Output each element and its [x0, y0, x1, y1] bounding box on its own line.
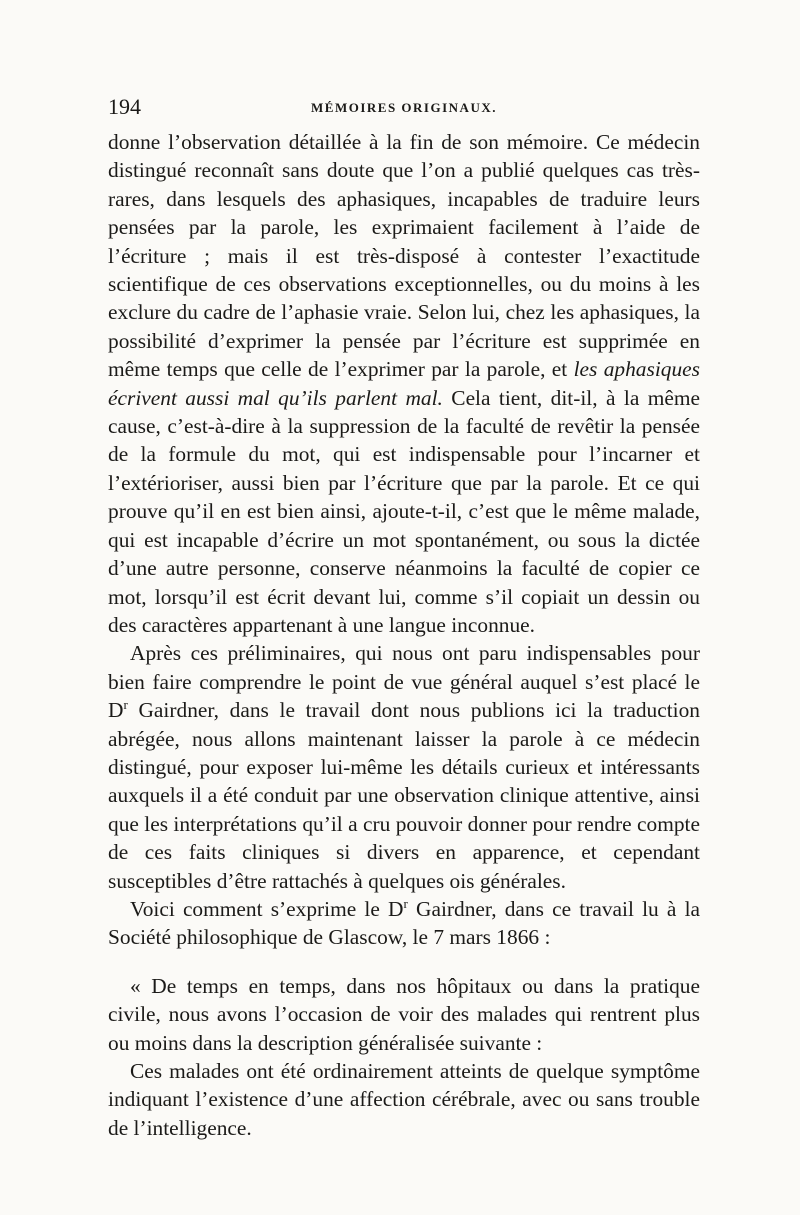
superscript-r: r [123, 697, 128, 712]
paragraph-1 [108, 128, 700, 639]
paragraph-3 [108, 895, 700, 952]
page-body [108, 128, 700, 1142]
paragraph-5: Ces malades ont été ordinairement atteints de quelque symptôme indiquant l’existence d’une affection cérébrale, avec ou sans trouble de l’intelligence. [108, 1059, 700, 1140]
paragraph-1-text-a: donne l’observation détaillée à la fin de son mémoire. Ce médecin distingué reconnaît sans doute que l’on a publié quelques cas très-rares, dans lesquels des aphasiques, incapables de traduire leurs pensées par la parole, les exprimaient facilement à l’aide de l’écriture ; mais il est très-disposé à contester l’exactitude scientifique de ces observations exceptionnelles, ou du moins à les exclure du cadre de l’aphasie vraie. Selon lui, chez les aphasiques, la possibilité d’exprimer la pensée par l’écriture est supprimée en même temps que celle de l’exprimer par la parole, et [108, 130, 700, 382]
italic-quote: les aphasiques écrivent aussi mal qu’ils parlent mal. [108, 357, 700, 410]
paragraph-2-text-b: Gairdner, dans le travail dont nous publions ici la traduction abrégée, nous allons maintenant laisser la parole à ce médecin distingué, pour exposer lui-même les détails curieux et intéressants auxquels il a été conduit par une observation clinique attentive, ainsi que les interprétations qu’il a cru pouvoir donner pour rendre compte de ces faits cliniques si divers en apparence, et cependant susceptibles d’être rattachés à quelques ois générales. [108, 698, 700, 893]
paragraph-gap [108, 952, 700, 972]
paragraph-1-text-b: Cela tient, dit-il, à la même cause, c’est-à-dire à la suppression de la faculté de revêtir la pensée de la formule du mot, qui est indispensable pour l’incarner et l’extérioriser, aussi bien par l’écriture que par la parole. Et ce qui prouve qu’il en est bien ainsi, ajoute-t-il, c’est que le même malade, qui est incapable d’écrire un mot spontanément, ou sous la dictée d’une autre personne, conserve néanmoins la faculté de copier ce mot, lorsqu’il est écrit devant lui, comme s’il copiait un dessin ou des caractères appartenant à une langue inconnue. [108, 385, 700, 637]
running-title: MÉMOIRES ORIGINAUX. [311, 100, 497, 115]
quote-paragraph: « De temps en temps, dans nos hôpitaux ou dans la pratique civile, nous avons l’occasion de voir des malades qui rentrent plus ou moins dans la description généralisée suivante : [108, 973, 700, 1055]
paragraph-3-text-a: Voici comment s’exprime le D [130, 896, 404, 921]
paragraph-2 [108, 639, 700, 895]
superscript-r: r [403, 895, 408, 911]
page-number: 194 [108, 94, 141, 119]
paragraph-3-text-b: Gairdner, dans ce travail lu à la Société philosophique de Glascow, le 7 mars 1866 : [108, 896, 701, 950]
page-header [108, 88, 700, 128]
paragraph-2-text-a: Après ces préliminaires, qui nous ont paru indispensables pour bien faire comprendre le point de vue général auquel s’est placé le D [108, 641, 700, 723]
book-page [108, 88, 700, 1178]
